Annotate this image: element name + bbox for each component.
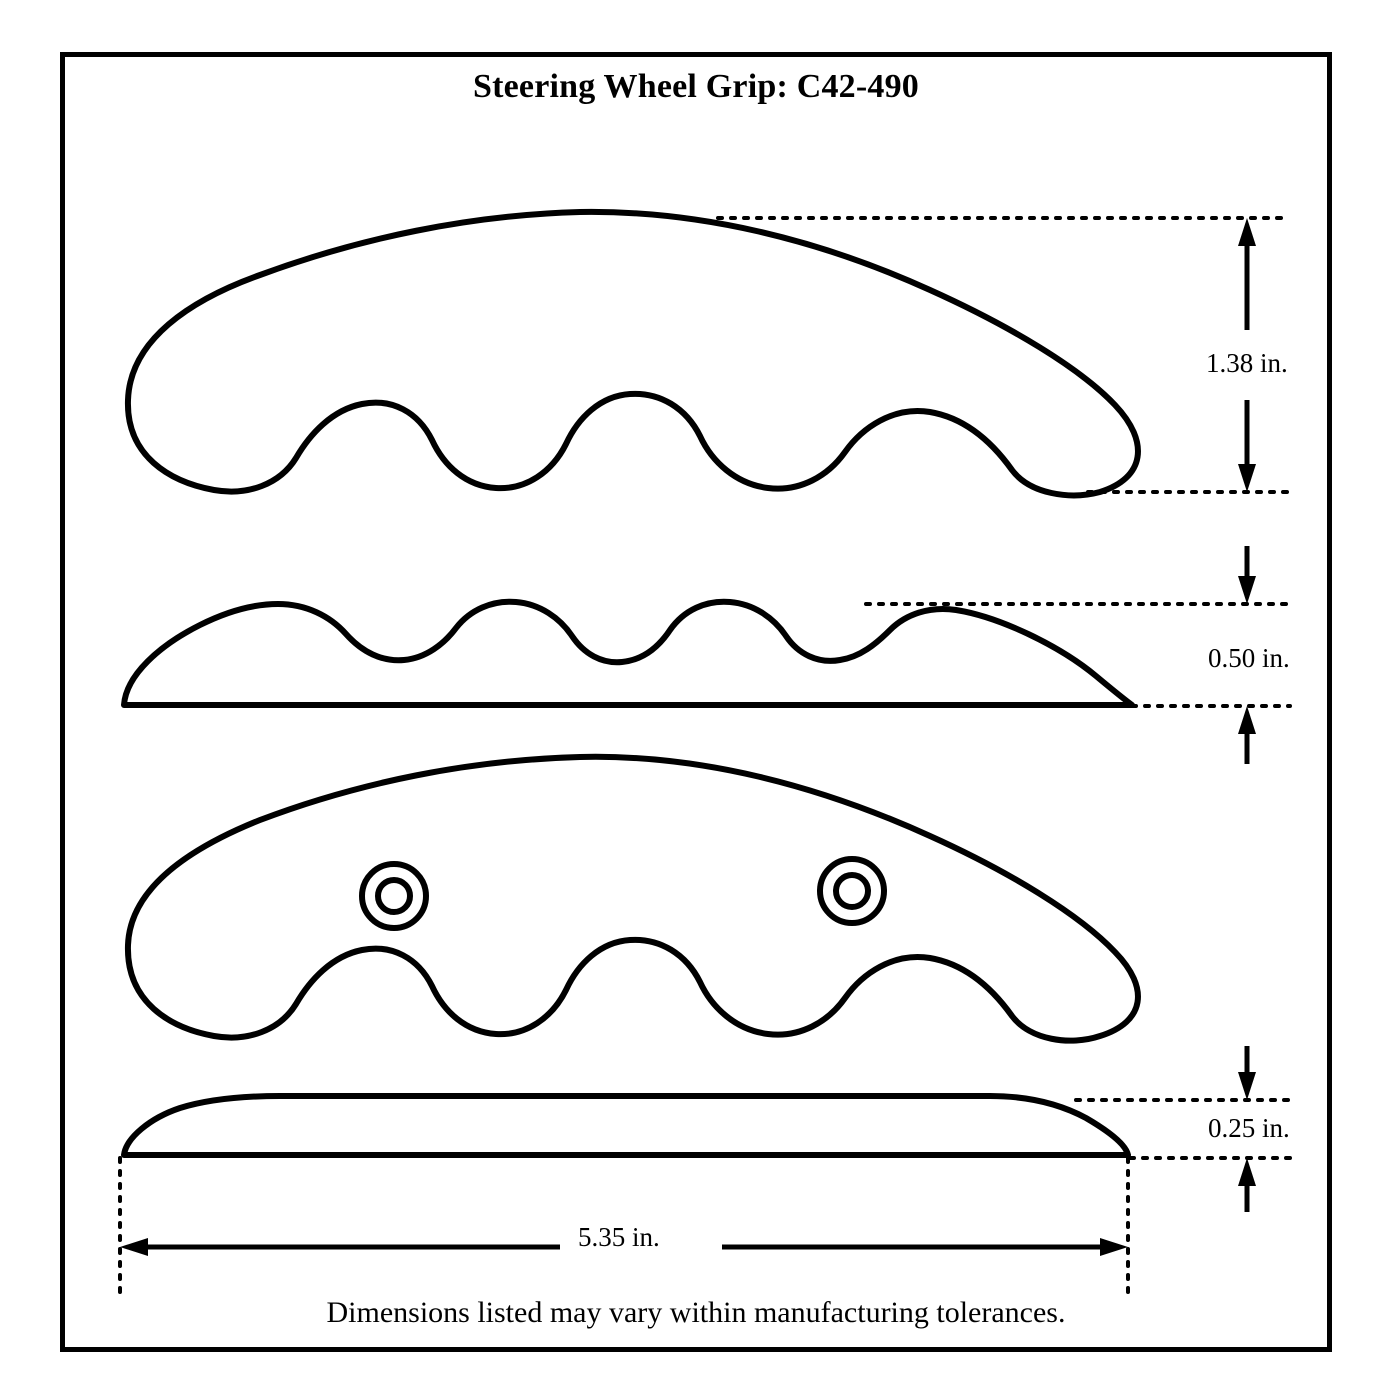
dimension-label-height: 1.38 in. [1206,348,1288,378]
plan-view [128,757,1138,1041]
page-title: Steering Wheel Grip: C42-490 [473,68,919,105]
tolerance-note: Dimensions listed may vary within manufacturing tolerances. [326,1296,1066,1329]
top-profile-view [128,212,1138,495]
dimension-label-base-height: 0.25 in. [1208,1113,1290,1143]
dimension-label-mid-height: 0.50 in. [1208,643,1290,673]
base-profile-view [124,1096,1128,1155]
dimension-label-width: 5.35 in. [578,1222,660,1252]
edge-profile-view [124,602,1132,705]
